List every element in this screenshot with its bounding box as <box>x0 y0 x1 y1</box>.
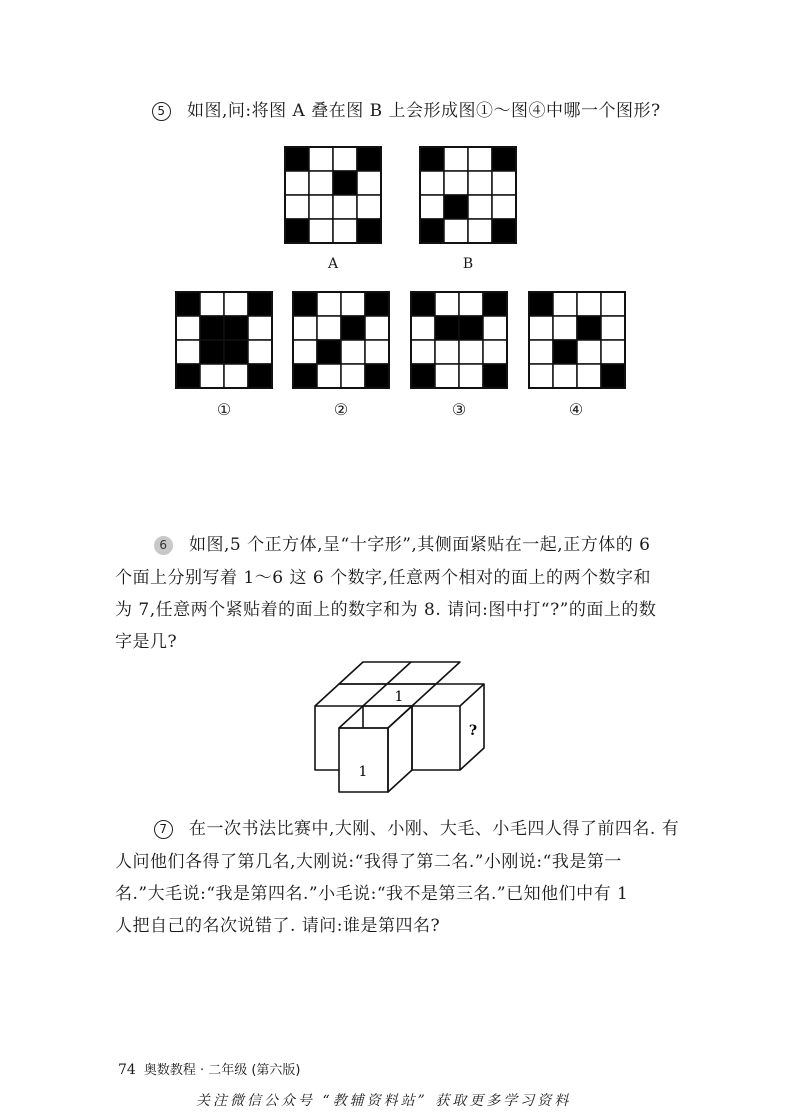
q6-number: 6 <box>154 536 173 555</box>
option-3-cell-0-3 <box>483 292 507 316</box>
option-3-cell-1-0 <box>411 316 435 340</box>
option-1-cell-1-1 <box>200 316 224 340</box>
grid-a-cell-0-2 <box>333 147 357 171</box>
grid-a-cell-2-0 <box>285 195 309 219</box>
option-1-cell-0-3 <box>248 292 272 316</box>
option-3-cell-3-3 <box>483 364 507 388</box>
grid-a-cell-3-1 <box>309 219 333 243</box>
option-3-cell-2-1 <box>435 340 459 364</box>
option-2-cell-1-0 <box>293 316 317 340</box>
book-title: 奥数教程 · 二年级 (第六版) <box>143 1063 301 1078</box>
option-1-cell-3-0 <box>176 364 200 388</box>
grid-a-cell-2-2 <box>333 195 357 219</box>
option-1-grid <box>175 291 273 389</box>
grid-b-cell-2-1 <box>444 195 468 219</box>
q6-line-1: 如图,5 个正方体,呈“十字形”,其侧面紧贴在一起,正方体的 6 <box>189 535 651 555</box>
label-a: A <box>327 256 339 272</box>
option-3-cell-3-0 <box>411 364 435 388</box>
option-1-label: ① <box>216 400 232 419</box>
option-4-cell-2-3 <box>601 340 625 364</box>
option-3-cell-2-3 <box>483 340 507 364</box>
option-1-cell-1-3 <box>248 316 272 340</box>
option-4-cell-1-2 <box>577 316 601 340</box>
option-1-cell-2-1 <box>200 340 224 364</box>
option-4-cell-1-0 <box>529 316 553 340</box>
grid-a-cell-1-2 <box>333 171 357 195</box>
grid-b-cell-2-3 <box>492 195 516 219</box>
option-4-cell-3-0 <box>529 364 553 388</box>
q6-line-2: 个面上分别写着 1～6 这 6 个数字,任意两个相对的面上的两个数字和 <box>115 568 651 588</box>
cube-front-face <box>339 728 388 792</box>
option-3-cell-1-3 <box>483 316 507 340</box>
grid-a-cell-0-0 <box>285 147 309 171</box>
option-2-grid <box>292 291 390 389</box>
grid-b-cell-3-2 <box>468 219 492 243</box>
option-4-cell-0-0 <box>529 292 553 316</box>
option-1-cell-0-0 <box>176 292 200 316</box>
q7-text <box>154 815 679 844</box>
option-4-label: ④ <box>568 400 584 419</box>
option-4-cell-1-1 <box>553 316 577 340</box>
option-2-cell-0-0 <box>293 292 317 316</box>
option-2-cell-0-1 <box>317 292 341 316</box>
q7-line-2: 人问他们各得了第几名,大刚说:“我得了第二名.”小刚说:“我是第一 <box>115 852 622 872</box>
grid-b-cell-0-0 <box>420 147 444 171</box>
grid-a-cell-0-1 <box>309 147 333 171</box>
option-4-cell-3-1 <box>553 364 577 388</box>
option-1-cell-1-2 <box>224 316 248 340</box>
option-3-grid <box>410 291 508 389</box>
grid-b-cell-0-1 <box>444 147 468 171</box>
grid-b-cell-2-2 <box>468 195 492 219</box>
grid-a-cell-3-0 <box>285 219 309 243</box>
front-face-label: 1 <box>358 764 368 780</box>
option-2-cell-0-2 <box>341 292 365 316</box>
q5-text: 如图,问:将图 A 叠在图 B 上会形成图①～图④中哪一个图形? <box>187 101 661 121</box>
q7-line-4: 人把自己的名次说错了. 请问:谁是第四名? <box>115 916 441 936</box>
option-1-cell-0-1 <box>200 292 224 316</box>
option-2-cell-2-2 <box>341 340 365 364</box>
option-1-cell-3-1 <box>200 364 224 388</box>
grid-b-cell-1-1 <box>444 171 468 195</box>
option-3-cell-0-2 <box>459 292 483 316</box>
option-1-cell-1-0 <box>176 316 200 340</box>
option-2-cell-2-0 <box>293 340 317 364</box>
grid-b-cell-3-1 <box>444 219 468 243</box>
grid-a-cell-1-1 <box>309 171 333 195</box>
option-3-cell-3-2 <box>459 364 483 388</box>
option-2-cell-1-3 <box>365 316 389 340</box>
q6-line-4: 字是几? <box>115 632 178 652</box>
watermark: 关注微信公众号 “教辅资料站” 获取更多学习资料 <box>196 1093 572 1109</box>
grid-a-cell-3-3 <box>357 219 381 243</box>
grid-b-cell-2-0 <box>420 195 444 219</box>
option-3-label: ③ <box>451 400 467 419</box>
option-1-cell-3-2 <box>224 364 248 388</box>
option-1-cell-2-0 <box>176 340 200 364</box>
option-4-cell-0-1 <box>553 292 577 316</box>
side-face-label: ? <box>468 723 478 739</box>
option-2-cell-2-1 <box>317 340 341 364</box>
option-4-cell-0-3 <box>601 292 625 316</box>
option-4-cell-2-2 <box>577 340 601 364</box>
q5-prompt <box>152 97 661 126</box>
q7-line-1: 在一次书法比赛中,大刚、小刚、大毛、小毛四人得了前四名. 有 <box>189 819 680 839</box>
grid-a-cell-2-3 <box>357 195 381 219</box>
cross-cubes-figure <box>300 655 520 805</box>
option-2-cell-3-3 <box>365 364 389 388</box>
option-4-cell-3-3 <box>601 364 625 388</box>
label-b: B <box>462 256 474 272</box>
option-3-cell-2-0 <box>411 340 435 364</box>
option-1-cell-3-3 <box>248 364 272 388</box>
grid-b-cell-0-3 <box>492 147 516 171</box>
option-2-cell-2-3 <box>365 340 389 364</box>
page-footer <box>118 1059 301 1078</box>
top-face-label: 1 <box>394 689 404 705</box>
option-3-cell-0-0 <box>411 292 435 316</box>
option-2-cell-0-3 <box>365 292 389 316</box>
grid-a-cell-1-3 <box>357 171 381 195</box>
option-3-cell-0-1 <box>435 292 459 316</box>
option-2-cell-1-1 <box>317 316 341 340</box>
q7-line-3: 名.”大毛说:“我是第四名.”小毛说:“我不是第三名.”已知他们中有 1 <box>115 884 629 904</box>
page-number: 74 <box>118 1062 136 1078</box>
grid-a-cell-2-1 <box>309 195 333 219</box>
grid-b-cell-0-2 <box>468 147 492 171</box>
option-3-cell-1-1 <box>435 316 459 340</box>
q6-text <box>154 531 650 560</box>
option-4-cell-3-2 <box>577 364 601 388</box>
grid-b-cell-3-3 <box>492 219 516 243</box>
grid-b-cell-1-3 <box>492 171 516 195</box>
grid-b-cell-1-0 <box>420 171 444 195</box>
option-1-cell-2-2 <box>224 340 248 364</box>
option-2-cell-3-2 <box>341 364 365 388</box>
option-1-cell-0-2 <box>224 292 248 316</box>
q7-number: 7 <box>154 820 173 839</box>
q5-number: 5 <box>152 102 171 121</box>
option-2-label: ② <box>333 400 349 419</box>
option-4-cell-1-3 <box>601 316 625 340</box>
grid-b <box>419 146 517 244</box>
grid-b-cell-1-2 <box>468 171 492 195</box>
option-4-cell-0-2 <box>577 292 601 316</box>
option-4-grid <box>528 291 626 389</box>
grid-a-cell-1-0 <box>285 171 309 195</box>
option-3-cell-2-2 <box>459 340 483 364</box>
grid-a-cell-3-2 <box>333 219 357 243</box>
q6-line-3: 为 7,任意两个紧贴着的面上的数字和为 8. 请问:图中打“?”的面上的数 <box>115 600 657 620</box>
grid-b-cell-3-0 <box>420 219 444 243</box>
cube-front-side <box>388 706 412 792</box>
option-1-cell-2-3 <box>248 340 272 364</box>
option-2-cell-3-1 <box>317 364 341 388</box>
grid-a <box>284 146 382 244</box>
option-3-cell-1-2 <box>459 316 483 340</box>
option-2-cell-1-2 <box>341 316 365 340</box>
option-3-cell-3-1 <box>435 364 459 388</box>
option-4-cell-2-1 <box>553 340 577 364</box>
grid-a-cell-0-3 <box>357 147 381 171</box>
option-4-cell-2-0 <box>529 340 553 364</box>
option-2-cell-3-0 <box>293 364 317 388</box>
